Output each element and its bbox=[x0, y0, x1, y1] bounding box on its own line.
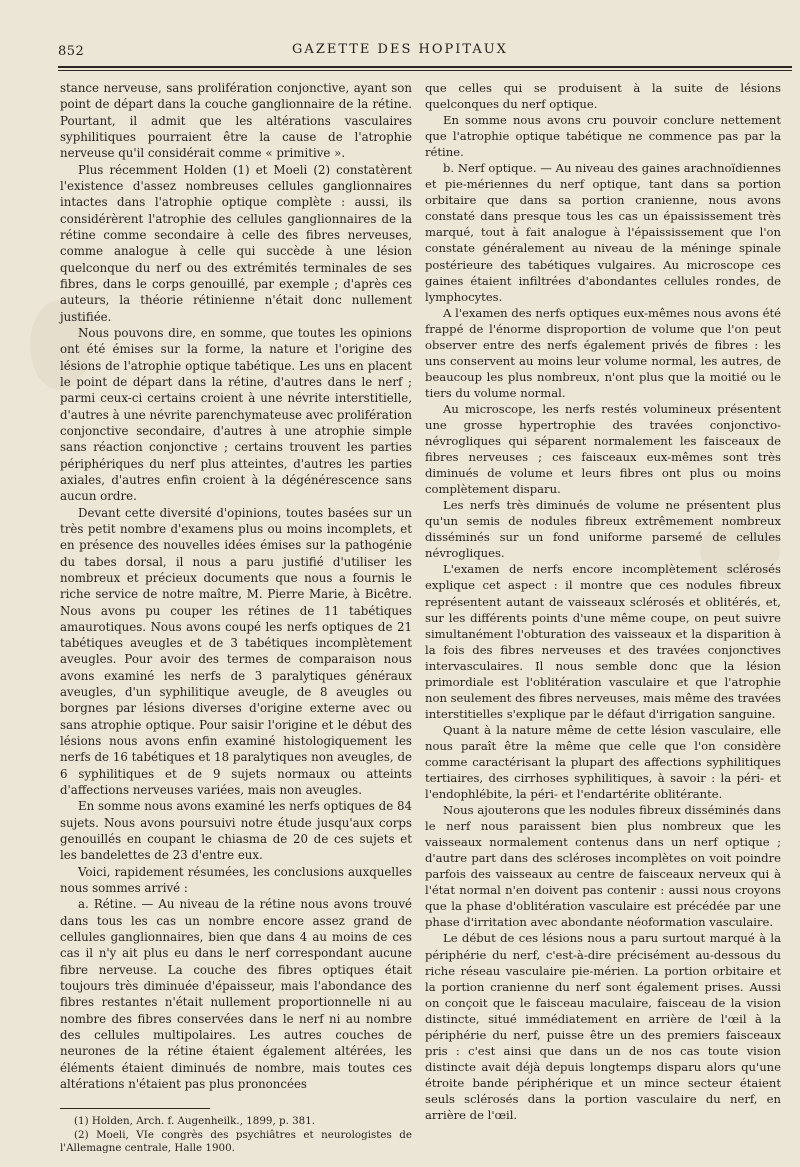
left-column bbox=[60, 80, 412, 1156]
paragraph: Nous ajouterons que les nodules fibreux disséminés dans le nerf nous paraissent bien plus nombreux que les vaisseaux normalement contenus dans un nerf optique ; d'autre part dans des scléroses incomplètes on voit poindre parfois des vaisseaux au centre de faisceaux nerveux qui à l'état normal n'en doivent pas contenir : aussi nous croyons que la phase d'oblitération vasculaire est précédée par une phase d'irritation avec abondante néoformation vasculaire. bbox=[425, 803, 781, 930]
paragraph: a. Rétine. — Au niveau de la rétine nous avons trouvé dans tous les cas un nombre encore assez grand de cellules ganglionnaires, bien que dans 4 au moins de ces cas il n'y ait plus eu dans le nerf correspondant aucune fibre nerveuse. La couche des fibres optiques était toujours très diminuée d'épaisseur, mais l'abondance des fibres restantes n'était nullement proportionnelle ni au nombre des fibres conservées dans le nerf ni au nombre des cellules multipolaires. Les autres couches de neurones de la rétine étaient également altérées, les éléments étaient diminués de nombre, mais toutes ces altérations n'étaient pas plus prononcées bbox=[60, 897, 412, 1092]
paragraph: Le début de ces lésions nous a paru surtout marqué à la périphérie du nerf, c'est-à-dire précisément au-dessous du riche réseau vasculaire pie-mérien. La portion orbitaire et la portion cranienne du nerf sont également prises. Aussi on conçoit que le faisceau maculaire, faisceau de la vision distincte, situé immédiatement en arrière de l'œil à la périphérie du nerf, puisse être un des premiers faisceaux pris : c'est ainsi que dans un de nos cas toute vision distincte avait déjà depuis longtemps disparu alors qu'une étroite bande périphérique et un mince secteur étaient seuls sclérosés dans la portion vasculaire du nerf, en arrière de l'œil. bbox=[425, 931, 781, 1122]
footnote: (2) Moeli, VIe congrès des psychiâtres et neurologistes de l'Allemagne centrale, Halle 1900. bbox=[60, 1128, 412, 1155]
footnote-rule bbox=[60, 1108, 210, 1109]
paragraph: stance nerveuse, sans prolifération conjonctive, ayant son point de départ dans la couche ganglionnaire de la rétine. Pourtant, il admit que les altérations vasculaires syphilitiques pourraient être la cause de l'atrophie nerveuse qu'il considérait comme « primitive ». bbox=[60, 81, 412, 161]
paragraph: b. Nerf optique. — Au niveau des gaines arachnoïdiennes et pie-mériennes du nerf optique, tant dans sa portion orbitaire que dans sa portion cranienne, nous avons constaté dans presque tous les cas un épaississement très marqué, tout à fait analogue à l'épaississement que l'on constate généralement au niveau de la méninge spinale postérieure des tabétiques vulgaires. Au microscope ces gaines étaient infiltrées d'abondantes cellules rondes, de lymphocytes. bbox=[425, 161, 781, 304]
paragraph: Au microscope, les nerfs restés volumineux présentent une grosse hypertrophie des travées conjonctivo-névrogliques qui séparent normalement les faisceaux de fibres nerveuses ; ces faisceaux eux-mêmes sont très diminués de volume et leurs fibres ont plus ou moins complètement disparu. bbox=[425, 401, 781, 497]
right-column bbox=[425, 80, 781, 1123]
paragraph: En somme nous avons examiné les nerfs optiques de 84 sujets. Nous avons poursuivi notre étude jusqu'aux corps genouillés en coupant le chiasma de 20 de ces sujets et les bandelettes de 23 d'entre eux. bbox=[60, 799, 412, 863]
header-rule-thin bbox=[58, 70, 792, 71]
paragraph: Quant à la nature même de cette lésion vasculaire, elle nous paraît être la même que celle que l'on considère comme caractérisant la plupart des affections syphilitiques tertiaires, des cirrhoses syphilitiques, à savoir : la péri- et l'endophlébite, la péri- et l'endartérite oblitérante. bbox=[425, 722, 781, 802]
paragraph: L'examen de nerfs encore incomplètement sclérosés explique cet aspect : il montre que ces nodules fibreux représentent autant de vaisseaux sclérosés et oblitérés, et, sur les différents points d'une même coupe, on peut suivre simultanément l'obturation des vaisseaux et la disparition à la fois des fibres nerveuses et des travées conjonctives intervasculaires. Il nous semble donc que la lésion primordiale est l'oblitération vasculaire et que l'atrophie non seulement des fibres nerveuses, mais même des travées interstitielles s'explique par le défaut d'irrigation sanguine. bbox=[425, 562, 781, 721]
paragraph: Nous pouvons dire, en somme, que toutes les opinions ont été émises sur la forme, la nature et l'origine des lésions de l'atrophie optique tabétique. Les uns en placent le point de départ dans la rétine, d'autres dans le nerf ; parmi ceux-ci certains croient à une névrite interstitielle, d'autres à une névrite parenchymateuse avec prolifération conjonctive secondaire, d'autres à une atrophie simple sans réaction conjonctive ; certains trouvent les parties périphériques du nerf plus atteintes, d'autres les parties axiales, d'autres enfin croient à la dégénérescence sans aucun ordre. bbox=[60, 325, 412, 504]
paragraph: Les nerfs très diminués de volume ne présentent plus qu'un semis de nodules fibreux extrêmement nombreux disséminés sur un fond uniforme parsemé de cellules névrogliques. bbox=[425, 498, 781, 561]
paragraph: Voici, rapidement résumées, les conclusions auxquelles nous sommes arrivé : bbox=[60, 864, 412, 896]
paragraph: A l'examen des nerfs optiques eux-mêmes nous avons été frappé de l'énorme disproportion de volume que l'on peut observer entre des nerfs également privés de fibres : les uns conservent au moins leur volume normal, les autres, de beaucoup les plus nombreux, n'ont plus que la moitié ou le tiers du volume normal. bbox=[425, 305, 781, 400]
footnote: (1) Holden, Arch. f. Augenheilk., 1899, p. 381. bbox=[74, 1115, 316, 1128]
page-number: 852 bbox=[58, 44, 85, 59]
paragraph: En somme nous avons cru pouvoir conclure nettement que l'atrophie optique tabétique ne commence pas par la rétine. bbox=[425, 113, 781, 160]
paragraph: Plus récemment Holden (1) et Moeli (2) constatèrent l'existence d'assez nombreuses cellules ganglionnaires intactes dans l'atrophie optique complète : aussi, ils considérèrent l'atrophie des cellules ganglionnaires de la rétine comme secondaire à celle des fibres nerveuses, comme analogue à celle qui succède à une lésion quelconque du nerf ou des extrémités terminales de ses fibres, dans le corps genouillé, par exemple ; d'après ces auteurs, la théorie rétinienne n'était donc nullement justifiée. bbox=[60, 162, 412, 324]
footnotes bbox=[60, 1115, 412, 1156]
paragraph: Devant cette diversité d'opinions, toutes basées sur un très petit nombre d'examens plus ou moins incomplets, et en présence des nouvelles idées émises sur la pathogénie du tabes dorsal, il nous a paru justifié d'utiliser les nombreux et précieux documents que nous a fournis le riche service de notre maître, M. Pierre Marie, à Bicêtre. Nous avons pu couper les rétines de 11 tabétiques amaurotiques. Nous avons coupé les nerfs optiques de 21 tabétiques aveugles et de 3 tabétiques incomplètement aveugles. Pour avoir des termes de comparaison nous avons examiné les nerfs de 3 paralytiques généraux aveugles, d'un syphilitique aveugle, de 8 aveugles ou borgnes par lésions diverses d'origine externe avec ou sans atrophie optique. Pour saisir l'origine et le début des lésions nous avons enfin examiné histologiquement les nerfs de 16 tabétiques et 18 paralytiques non aveugles, de 6 syphilitiques et de 9 sujets normaux ou atteints d'affections nerveuses variées, mais non aveugles. bbox=[60, 505, 412, 798]
running-header-title: GAZETTE DES HOPITAUX bbox=[292, 42, 508, 57]
paragraph: que celles qui se produisent à la suite de lésions quelconques du nerf optique. bbox=[425, 81, 781, 112]
header-rule bbox=[58, 66, 792, 68]
